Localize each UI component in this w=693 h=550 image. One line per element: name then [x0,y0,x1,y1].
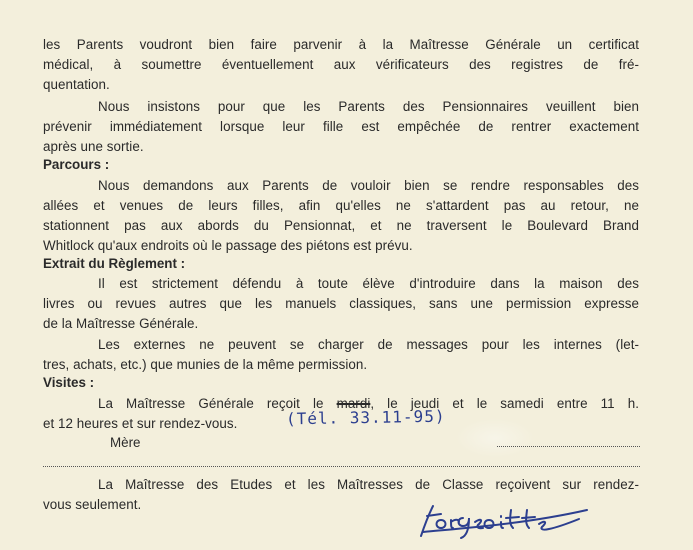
text-line: de la Maîtresse Générale. [43,316,199,331]
text-line: médical, à soumettre éventuellement aux vérificateurs des registres de fré- [43,57,639,72]
text-line: Whitlock qu'aux endroits où le passage des piétons est prévu. [43,238,413,253]
text-line: vous seulement. [43,497,142,512]
text-line: quentation. [43,77,110,92]
heading-extrait: Extrait du Règlement : [43,256,186,271]
mere-label: Mère [110,435,141,450]
heading-parcours: Parcours : [43,157,110,172]
dotted-line [43,466,640,467]
dotted-line [497,446,640,447]
text-line: et 12 heures et sur rendez-vous. [43,416,238,431]
text-line: Nous insistons pour que les Parents des Pensionnaires veuillent bien [98,99,639,114]
signature-image [405,492,595,542]
text-line: prévenir immédiatement lorsque leur fille est empêchée de rentrer exactement [43,119,639,134]
text-line: après une sortie. [43,139,144,154]
text-line: La Maîtresse des Etudes et les Maîtresses de Classe reçoivent sur rendez- [98,477,639,492]
text-line: allées et venues de leurs filles, afin qu'elles ne s'attardent pas au retour, ne [43,198,639,213]
text-line: les Parents voudront bien faire parvenir à la Maîtresse Générale un certificat [43,37,639,52]
heading-visites: Visites : [43,375,95,390]
text-line: stationnent pas aux abords du Pensionnat, et ne traversent le Boulevard Brand [43,218,639,233]
paper-stain [455,418,535,458]
text-line: Les externes ne peuvent se charger de messages pour les internes (let- [98,337,639,352]
handwritten-phone: (Tél. 33.11-95) [285,406,446,429]
text-line: tres, achats, etc.) que munies de la même permission. [43,357,368,372]
visites-line: La Maîtresse Générale reçoit le mardi, le jeudi et le samedi entre 11 h. [98,396,639,411]
text-line: Nous demandons aux Parents de vouloir bien se rendre responsables des [98,178,639,193]
text-line: livres ou revues autres que les manuels classiques, sans une permission expresse [43,296,639,311]
struck-word: mardi [336,396,371,411]
text-line: Il est strictement défendu à toute élève d'introduire dans la maison des [98,276,639,291]
